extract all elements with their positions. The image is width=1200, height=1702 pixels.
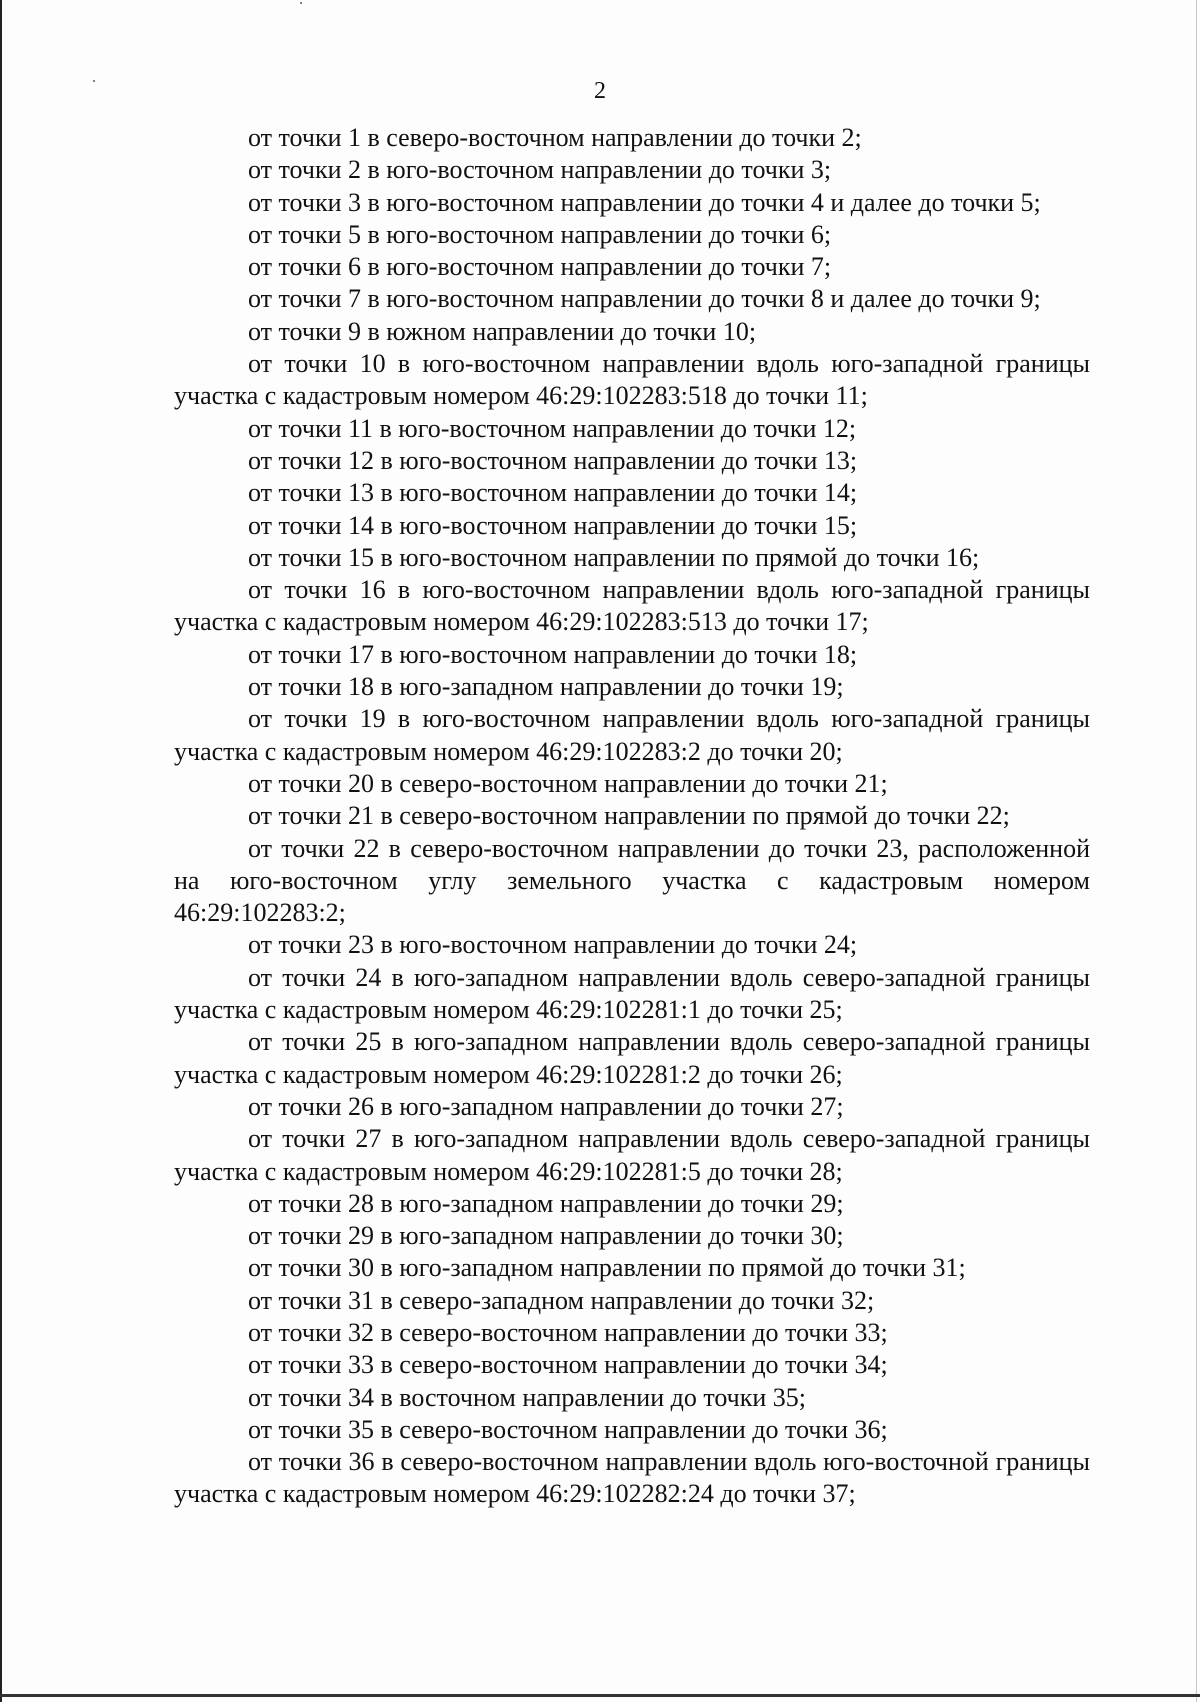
paragraph: от точки 7 в юго-восточном направлении до точки 8 и далее до точки 9; [248,284,1041,314]
page-number: 2 [594,78,606,104]
paragraph: от точки 35 в северо-восточном направлении до точки 36; [248,1414,888,1444]
scan-edge-bottom [0,1694,1200,1697]
paragraph: от точки 32 в северо-восточном направлении до точки 33; [248,1317,888,1347]
paragraph: от точки 5 в юго-восточном направлении до точки 6; [248,219,832,249]
paragraph: от точки 13 в юго-восточном направлении до точки 14; [248,478,858,508]
paragraph: от точки 3 в юго-восточном направлении до точки 4 и далее до точки 5; [248,187,1041,217]
paragraph: от точки 11 в юго-восточном направлении до точки 12; [248,413,857,443]
paragraph: от точки 27 в юго-западном направлении вдоль северо-западной границы участка с кадастровым номером 46:29:102281:5 до точки 28; [174,1124,1090,1186]
paragraph: от точки 20 в северо-восточном направлении до точки 21; [248,768,888,798]
paragraph: от точки 2 в юго-восточном направлении до точки 3; [248,155,832,185]
paragraph: от точки 34 в восточном направлении до точки 35; [248,1382,807,1412]
paragraph: от точки 36 в северо-восточном направлении вдоль юго-восточной границы участка с кадастровым номером 46:29:102282:24 до точки 37; [174,1447,1090,1509]
paragraph: от точки 10 в юго-восточном направлении вдоль юго-западной границы участка с кадастровым номером 46:29:102283:518 до точки 11; [174,349,1090,411]
scan-speck [300,2,302,4]
document-body [174,122,1090,1511]
paragraph: от точки 6 в юго-восточном направлении до точки 7; [248,252,832,282]
paragraph: от точки 16 в юго-восточном направлении вдоль юго-западной границы участка с кадастровым номером 46:29:102283:513 до точки 17; [174,575,1090,637]
paragraph: от точки 23 в юго-восточном направлении до точки 24; [248,930,858,960]
scan-edge-left [0,0,2,1702]
paragraph: от точки 14 в юго-восточном направлении до точки 15; [248,510,858,540]
paragraph: от точки 31 в северо-западном направлении до точки 32; [248,1285,875,1315]
paragraph: от точки 25 в юго-западном направлении вдоль северо-западной границы участка с кадастровым номером 46:29:102281:2 до точки 26; [174,1027,1090,1089]
paragraph: от точки 17 в юго-восточном направлении до точки 18; [248,639,858,669]
paragraph: от точки 29 в юго-западном направлении до точки 30; [248,1221,844,1251]
paragraph: от точки 9 в южном направлении до точки 10; [248,316,757,346]
paragraph: от точки 30 в юго-западном направлении по прямой до точки 31; [248,1253,966,1283]
paragraph: от точки 1 в северо-восточном направлении до точки 2; [248,123,862,152]
paragraph: от точки 26 в юго-западном направлении до точки 27; [248,1091,844,1121]
paragraph: от точки 15 в юго-восточном направлении по прямой до точки 16; [248,542,980,572]
paragraph: от точки 19 в юго-восточном направлении вдоль юго-западной границы участка с кадастровым номером 46:29:102283:2 до точки 20; [174,704,1090,766]
paragraph: от точки 18 в юго-западном направлении до точки 19; [248,672,844,702]
paragraph: от точки 33 в северо-восточном направлении до точки 34; [248,1350,888,1380]
paragraph: от точки 12 в юго-восточном направлении до точки 13; [248,445,858,475]
scan-edge-right [1196,0,1197,1702]
paragraph: от точки 28 в юго-западном направлении до точки 29; [248,1188,844,1218]
paragraph: от точки 21 в северо-восточном направлении по прямой до точки 22; [248,801,1010,831]
paragraph: от точки 24 в юго-западном направлении вдоль северо-западной границы участка с кадастровым номером 46:29:102281:1 до точки 25; [174,962,1090,1025]
paragraph: от точки 22 в северо-восточном направлении до точки 23, расположенной на юго-восточном углу земельного участка с кадастровым номером 46:29:102283:2; [174,833,1090,928]
